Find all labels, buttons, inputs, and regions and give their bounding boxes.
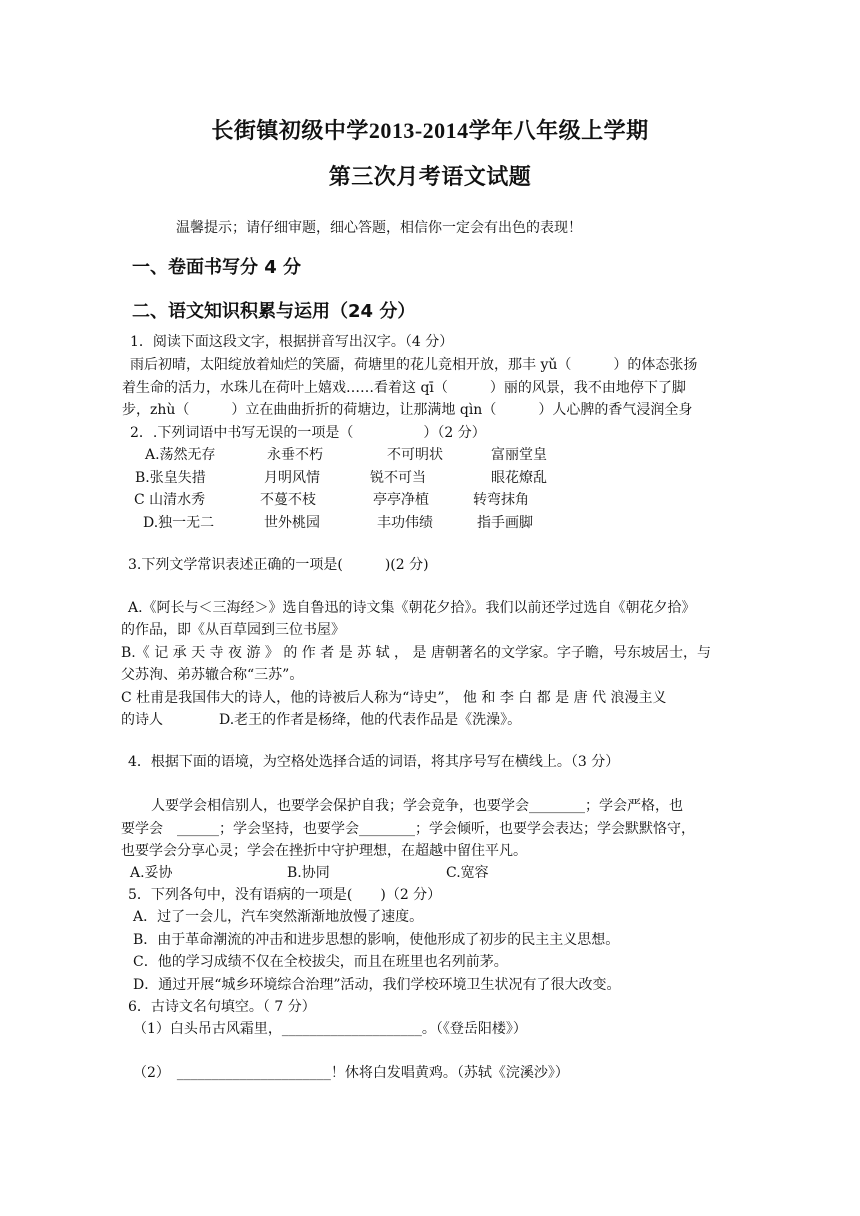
exam-title-line1: 长街镇初级中学2013-2014学年八年级上学期: [211, 118, 649, 143]
q4-option: B.协同: [287, 865, 330, 881]
q4-line: 也要学会分享心灵；学会在挫折中守护理想，在超越中留住平凡。: [121, 843, 527, 859]
q2-option-word: 不可明状: [387, 447, 443, 463]
q2-option-word: 月明风情: [264, 470, 320, 486]
q2-option-word: B.张皇失措: [135, 470, 206, 486]
q2-option-word: 富丽堂皇: [491, 447, 547, 463]
q3-line: B.《 记 承 天 寺 夜 游 》 的 作 者 是 苏 轼 ， 是 唐朝著名的文学家。字子瞻，号东坡居士，与: [121, 645, 711, 661]
q2-option-word: A.荡然无存: [145, 447, 216, 463]
q2-option-word: 亭亭净植: [373, 492, 429, 508]
q2-option-word: D.独一无二: [143, 515, 215, 531]
q3-line: 的诗人 D.老王的作者是杨绛，他的代表作品是《洗澡》。: [121, 712, 522, 728]
q2-option-word: 指手画脚: [477, 515, 533, 531]
q1-line: 步，zhù（ ）立在曲曲折折的荷塘边，让那满地 qìn（ ）人心脾的香气浸润全身: [122, 402, 693, 418]
q2-option-word: 丰功伟绩: [377, 515, 433, 531]
q5-option: B．由于革命潮流的冲击和进步思想的影响，使他形成了初步的民主主义思想。: [133, 932, 620, 948]
q3-stem: 3.下列文学常识表述正确的一项是( )(2 分): [128, 557, 429, 573]
q4-option: A.妥协: [130, 865, 173, 881]
q4-option: C.宽容: [446, 865, 489, 881]
q2-stem: 2．.下列词语中书写无误的一项是（ ）（2 分）: [130, 425, 486, 441]
q3-line: A.《阿长与＜三海经＞》选自鲁迅的诗文集《朝花夕拾》。我们以前还学过选自《朝花夕拾》: [128, 600, 696, 616]
q5-option: C．他的学习成绩不仅在全校拔尖，而且在班里也名列前茅。: [133, 954, 508, 970]
q2-option-word: 永垂不朽: [267, 447, 323, 463]
q2-option-word: 转弯抹角: [473, 492, 529, 508]
q2-option-word: 世外桃园: [264, 515, 320, 531]
q1-line: 着生命的活力，水珠儿在荷叶上嬉戏……看着这 qī（ ）丽的风景，我不由地停下了脚: [122, 380, 686, 396]
q3-line: 父苏洵、弟苏辙合称“三苏”。: [121, 667, 304, 683]
q3-line: C 杜甫是我国伟大的诗人，他的诗被后人称为“诗史”， 他 和 李 白 都 是 唐 代 浪漫主义: [121, 690, 667, 706]
q2-option-word: C 山清水秀: [134, 492, 206, 508]
q1-stem: 1．阅读下面这段文字，根据拼音写出汉字。（4 分）: [130, 334, 454, 350]
q5-option: D．通过开展“城乡环境综合治理”活动，我们学校环境卫生状况有了很大改变。: [133, 977, 621, 993]
section-heading-2: 二、语文知识积累与运用（24 分）: [132, 301, 416, 322]
q6-item: （1）白头吊古风霜里，____________________。（《登岳阳楼》）: [133, 1021, 527, 1037]
q3-line: 的作品，即《从百草园到三位书屋》: [121, 622, 345, 638]
section-heading-1: 一、卷面书写分 4 分: [132, 257, 302, 278]
q4-line: 人要学会相信别人，也要学会保护自我；学会竞争，也要学会________；学会严格，也: [151, 798, 683, 814]
q5-option: A．过了一会儿，汽车突然渐渐地放慢了速度。: [133, 909, 424, 925]
q6-item: （2） ______________________！休将白发唱黄鸡。（苏轼《浣溪沙》）: [133, 1065, 569, 1081]
q4-line: 要学会 ______；学会坚持，也要学会________；学会倾听，也要学会表达；学会默默恪守，: [121, 821, 695, 837]
exam-title-line2: 第三次月考语文试题: [328, 164, 532, 189]
q6-stem: 6．古诗文名句填空。（ 7 分）: [128, 999, 316, 1015]
q2-option-word: 锐不可当: [370, 470, 426, 486]
q5-stem: 5．下列各句中，没有语病的一项是( )（2 分）: [128, 887, 442, 903]
q1-line: 雨后初晴，太阳绽放着灿烂的笑靥，荷塘里的花儿竞相开放，那丰 yǔ（ ）的体态张扬: [130, 357, 698, 373]
q2-option-word: 不蔓不枝: [260, 492, 316, 508]
tip-text: 温馨提示；请仔细审题，细心答题，相信你一定会有出色的表现！: [176, 220, 582, 236]
q4-stem: 4．根据下面的语境，为空格处选择合适的词语，将其序号写在横线上。（3 分）: [128, 754, 620, 770]
q2-option-word: 眼花燎乱: [491, 470, 547, 486]
